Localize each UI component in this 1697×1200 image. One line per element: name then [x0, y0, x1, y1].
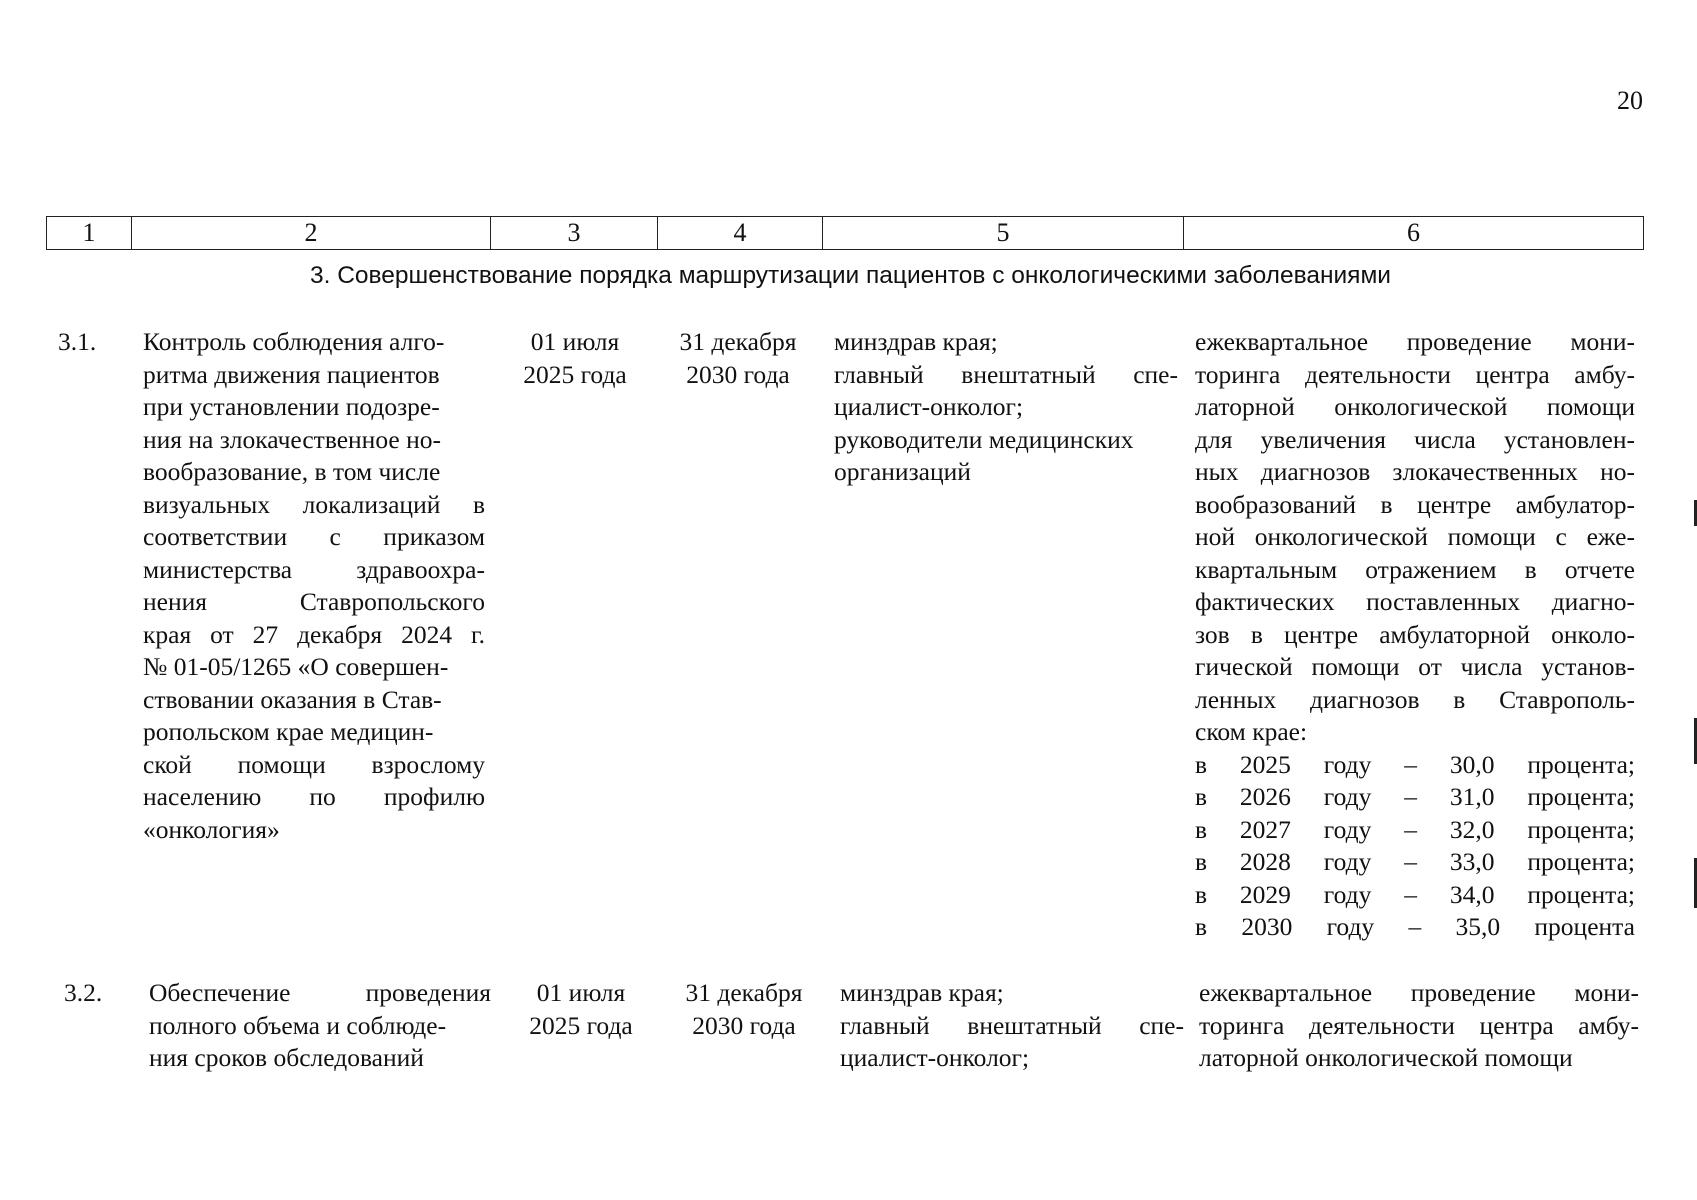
year-value: 2025: [1239, 749, 1291, 779]
action-line: ствовании оказания в Став-: [143, 684, 442, 714]
column-number-2: 2: [132, 217, 491, 250]
percent-unit: процента;: [1527, 782, 1635, 811]
year-value: 2026: [1239, 782, 1291, 811]
row-end-date: [663, 326, 813, 391]
result-line: фактических поставленных диагно-: [1195, 587, 1635, 616]
column-number-5: 5: [823, 217, 1184, 250]
start-date-line: 01 июля: [530, 327, 620, 356]
year-word: году: [1323, 847, 1372, 876]
year-prefix: в: [1195, 749, 1208, 779]
end-date-line: 2030 года: [686, 359, 790, 389]
result-line: ной онкологической помощи с еже-: [1195, 522, 1635, 551]
action-line: визуальных локализаций в: [143, 489, 485, 519]
result-year-line: [1195, 749, 1635, 782]
result-line: для увеличения числа установлен-: [1195, 424, 1635, 454]
result-year-line: [1195, 781, 1635, 814]
action-line: ритма движения пациентов: [143, 359, 440, 389]
year-word: году: [1323, 749, 1372, 779]
percent-value: 32,0: [1449, 814, 1495, 844]
row-action: [149, 977, 491, 1075]
action-line: Контроль соблюдения алго-: [143, 327, 445, 356]
start-date-line: 2025 года: [529, 1010, 633, 1040]
year-prefix: в: [1195, 879, 1208, 909]
percent-value: 31,0: [1449, 782, 1495, 811]
start-date-line: 01 июля: [536, 978, 626, 1007]
row-responsible: [840, 977, 1184, 1075]
responsible-line: минздрав края;: [840, 978, 1004, 1007]
action-line: № 01-05/1265 «О совершен-: [143, 652, 449, 681]
result-line: латорной онкологической помощи: [1195, 392, 1635, 421]
result-line: торинга деятельности центра амбу-: [1199, 1010, 1639, 1040]
action-line: ния сроков обследований: [149, 1043, 424, 1072]
result-year-line: [1195, 846, 1635, 879]
action-line: Обеспечение проведения: [149, 978, 491, 1007]
year-dash: –: [1404, 814, 1417, 844]
row-result: [1199, 977, 1639, 1075]
percent-unit: процента: [1534, 912, 1635, 941]
action-line: при установлении подозре-: [143, 392, 440, 421]
action-line: населению по профилю: [143, 782, 485, 811]
row-start-date: [511, 326, 639, 391]
year-dash: –: [1404, 782, 1417, 811]
percent-unit: процента;: [1527, 879, 1635, 909]
year-value: 2029: [1239, 879, 1291, 909]
year-dash: –: [1408, 912, 1422, 941]
result-year-line: [1195, 814, 1635, 847]
column-number-1: 1: [47, 217, 132, 250]
year-prefix: в: [1195, 814, 1208, 844]
responsible-line: главный внештатный спе-: [840, 1010, 1184, 1040]
result-line: латорной онкологической помощи: [1199, 1043, 1573, 1072]
year-value: 2028: [1239, 847, 1291, 876]
row-responsible: [834, 326, 1178, 489]
year-word: году: [1326, 912, 1375, 941]
percent-unit: процента;: [1527, 847, 1635, 876]
column-number-3: 3: [491, 217, 658, 250]
result-line: ском крае:: [1195, 717, 1308, 746]
column-number-6: 6: [1184, 217, 1644, 250]
start-date-line: 2025 года: [523, 359, 627, 389]
result-line: ленных диагнозов в Ставрополь-: [1195, 684, 1635, 714]
percent-value: 30,0: [1449, 749, 1495, 779]
responsible-line: минздрав края;: [834, 327, 998, 356]
year-prefix: в: [1195, 782, 1208, 811]
year-word: году: [1323, 879, 1372, 909]
end-date-line: 31 декабря: [685, 978, 803, 1007]
action-line: вообразование, в том числе: [143, 457, 441, 486]
end-date-line: 2030 года: [692, 1010, 796, 1040]
result-line: квартальным отражением в отчете: [1195, 554, 1635, 584]
result-line: ежеквартальное проведение мони-: [1195, 327, 1635, 356]
percent-value: 34,0: [1449, 879, 1495, 909]
responsible-line: циалист-онколог;: [834, 392, 1024, 421]
row-start-date: [517, 977, 645, 1042]
column-number-4: 4: [658, 217, 823, 250]
year-word: году: [1323, 814, 1372, 844]
action-line: полного объема и соблюде-: [149, 1010, 447, 1040]
result-line: ных диагнозов злокачественных но-: [1195, 457, 1635, 486]
action-line: нения Ставропольского: [143, 587, 485, 616]
result-line: зов в центре амбулаторной онколо-: [1195, 619, 1635, 649]
year-dash: –: [1404, 749, 1417, 779]
year-dash: –: [1404, 879, 1417, 909]
year-prefix: в: [1195, 847, 1208, 876]
action-line: ропольском крае медицин-: [143, 717, 434, 746]
responsible-line: главный внештатный спе-: [834, 359, 1178, 389]
year-word: году: [1323, 782, 1372, 811]
action-line: министерства здравоохра-: [143, 554, 485, 584]
percent-unit: процента;: [1527, 814, 1635, 844]
row-number: 3.2.: [64, 978, 103, 1007]
section-title: 3. Совершенствование порядка маршрутизации пациентов с онкологическими заболеваниями: [310, 262, 1391, 289]
responsible-line: руководители медицинских: [834, 424, 1134, 454]
page-number: 20: [1617, 86, 1643, 115]
result-line: ежеквартальное проведение мони-: [1199, 978, 1639, 1007]
end-date-line: 31 декабря: [679, 327, 797, 356]
action-line: ской помощи взрослому: [143, 749, 485, 779]
year-value: 2030: [1241, 912, 1293, 941]
responsible-line: циалист-онколог;: [840, 1043, 1030, 1072]
year-dash: –: [1404, 847, 1417, 876]
percent-value: 33,0: [1449, 847, 1495, 876]
result-line: торинга деятельности центра амбу-: [1195, 359, 1635, 389]
result-line: гической помощи от числа установ-: [1195, 652, 1635, 681]
result-year-line: [1195, 911, 1635, 944]
result-line: вообразований в центре амбулатор-: [1195, 489, 1635, 519]
row-number: 3.1.: [58, 327, 97, 356]
year-value: 2027: [1239, 814, 1291, 844]
column-header-row: [46, 216, 1644, 250]
percent-unit: процента;: [1527, 749, 1635, 779]
row-result: [1195, 326, 1635, 944]
row-action: [143, 326, 485, 846]
responsible-line: организаций: [834, 457, 971, 486]
action-line: края от 27 декабря 2024 г.: [143, 619, 485, 649]
row-end-date: [669, 977, 819, 1042]
result-year-line: [1195, 879, 1635, 912]
percent-value: 35,0: [1455, 912, 1501, 941]
action-line: «онкология»: [143, 814, 280, 844]
action-line: ния на злокачественное но-: [143, 424, 441, 454]
action-line: соответствии с приказом: [143, 522, 485, 551]
year-prefix: в: [1195, 912, 1208, 941]
